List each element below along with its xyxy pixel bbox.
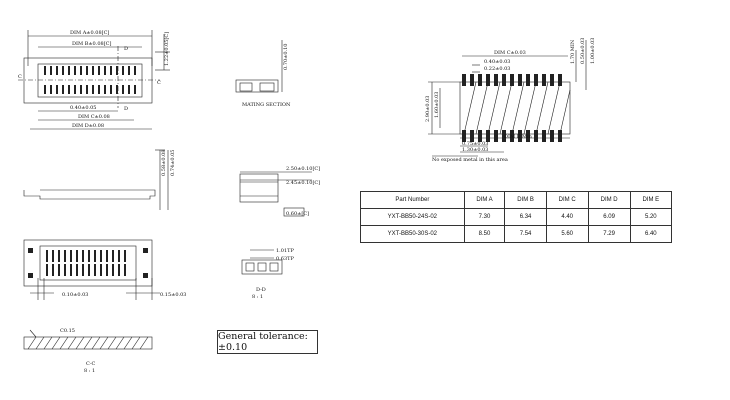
fp-bottom2: 1.30±0.03 [462,147,489,153]
footprint-pads [462,74,562,142]
section-mark-c1: C [18,74,22,80]
cell-dim-d: 7.29 [588,226,630,243]
dim-a-label: DIM A±0.08[C] [70,30,110,36]
fp-pitch: 0.40±0.03 [484,59,511,65]
fp-dim-c: DIM C±0.03 [494,50,526,56]
cell-part-number: YXT-BB50-24S-02 [361,209,465,226]
col-dim-c: DIM C [546,192,588,209]
dim-c-label: DIM C±0.08 [78,114,110,120]
section-mark-d2: D [124,106,129,112]
fp-pad: 0.22±0.03 [484,66,511,72]
section-dd-scale: 8 : 1 [252,294,264,300]
cell-dim-c: 5.60 [546,226,588,243]
pin-pitch-label: 0.10±0.03 [62,292,89,298]
cell-dim-d: 6.09 [588,209,630,226]
cell-dim-e: 5.20 [630,209,671,226]
footprint-drawing [418,30,618,200]
section-dd-label: D-D [256,287,266,293]
col-part-number: Part Number [361,192,465,209]
fp-top2: 1.00±0.03 [590,37,596,64]
dd-dim-2: 0.63TP [276,256,294,262]
bottom-view [24,240,160,300]
mating-section [236,40,282,92]
section-mark-c2: C [157,80,161,86]
left-drawings [0,0,200,400]
side-dim-1: 0.58±0.08 [161,149,167,176]
dimension-table [360,191,672,243]
dim-d-label: DIM D±0.08 [72,123,105,129]
col-dim-a: DIM A [464,192,505,209]
cell-part-number: YXT-BB50-30S-02 [361,226,465,243]
col-dim-b: DIM B [505,192,546,209]
cell-dim-a: 8.50 [464,226,505,243]
cell-dim-b: 7.54 [505,226,546,243]
section-cc [24,330,152,349]
cell-dim-c: 4.40 [546,209,588,226]
dim-b-label: DIM B±0.08[C] [72,41,112,47]
section-cc-label: C-C [86,361,96,367]
general-tolerance-box [217,330,318,354]
table-row [361,226,672,243]
chamfer-label: C0.15 [60,328,75,334]
pitch-label: 0.40±0.05 [70,105,97,111]
middle-drawings [210,0,330,320]
fp-note: No exposed metal in this area [432,157,508,163]
front-view [240,172,312,216]
fp-dim-e: DIM E Min [504,134,532,140]
fp-left2: 1.60±0.03 [434,91,440,118]
cell-dim-a: 7.30 [464,209,505,226]
col-dim-d: DIM D [588,192,630,209]
cell-dim-b: 6.34 [505,209,546,226]
table-row [361,209,672,226]
dd-dim-1: 1.01TP [276,248,294,254]
mating-dim: 0.70±0.10 [283,43,289,70]
front-dim-1: 2.50±0.10[C] [286,166,321,172]
table-header-row [361,192,672,209]
edge-label: 0.15±0.03 [160,292,187,298]
section-cc-scale: 8 : 1 [84,368,96,374]
side-view [24,150,168,210]
cell-dim-e: 6.40 [630,226,671,243]
right-dim-label: 1.22±0.05[C] [164,31,170,66]
front-dim-2: 2.45±0.10[C] [286,180,321,186]
fp-min: 1.70 MIN [570,39,576,64]
front-small-box: 0.60±[C] [286,211,310,217]
col-dim-e: DIM E [630,192,671,209]
fp-left1: 2.90±0.03 [425,95,431,122]
side-dim-2: 0.74±0.05 [170,149,176,176]
mating-label: MATING SECTION [242,102,291,108]
general-tolerance-text: General tolerance:±0.10 [218,331,308,353]
section-mark-d1: D [124,46,129,52]
fp-top: 0.50±0.03 [580,37,586,64]
bottom-view-pins [28,248,148,278]
fp-bottom1: 0.75±0.03 [462,141,489,147]
